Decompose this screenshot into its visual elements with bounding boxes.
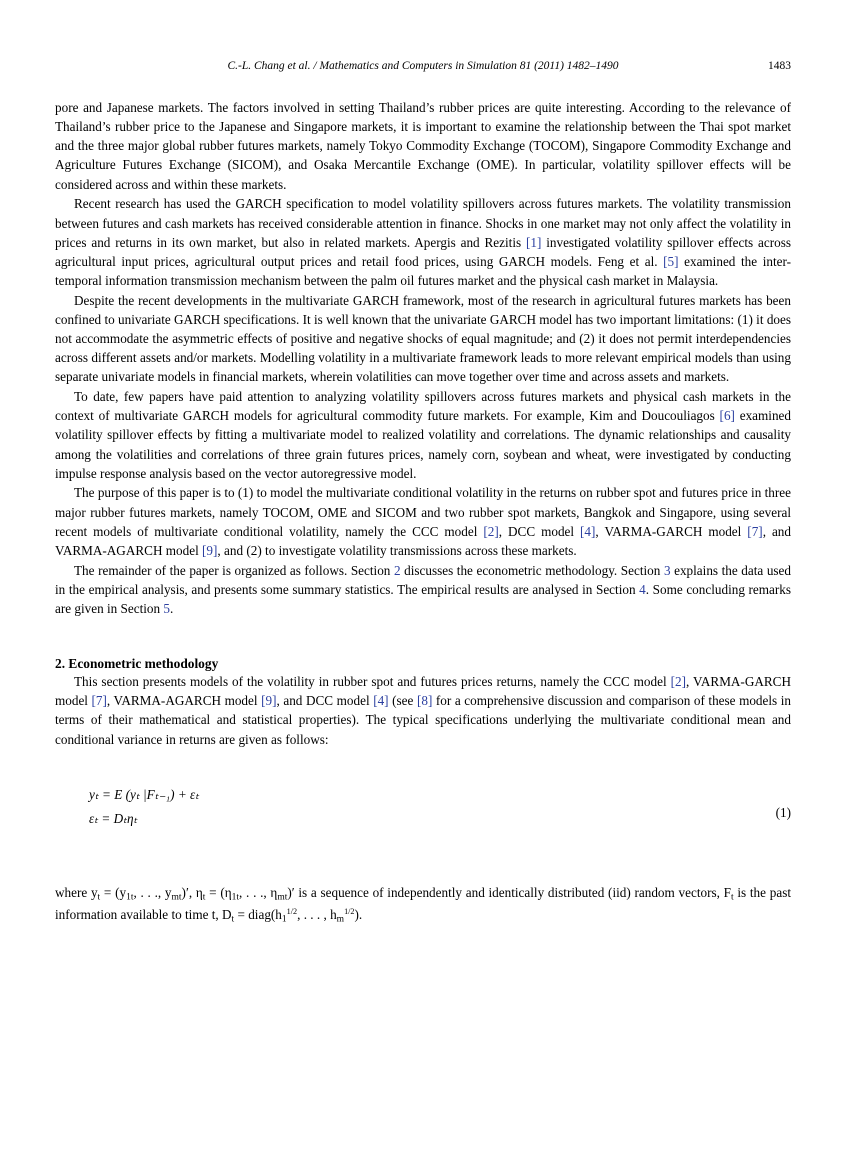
- citation-link-7[interactable]: [7]: [747, 523, 763, 539]
- where-text-g: )′ is a sequence of independently and identically distributed (iid) random vectors, F: [287, 884, 731, 900]
- paragraph-6: [55, 561, 791, 618]
- where-text-j: , . . . , h: [297, 907, 337, 923]
- section-link-2[interactable]: 2: [393, 562, 401, 578]
- equation-1-block: [55, 783, 791, 839]
- paragraph-6-text-e: .: [170, 600, 174, 616]
- where-text-a: where y: [55, 884, 98, 900]
- paragraph-5-text-d: , and VARMA-AGARCH model: [55, 523, 791, 558]
- section-2-text-c: , VARMA-AGARCH model: [106, 693, 262, 709]
- where-text-d: )′, η: [181, 884, 203, 900]
- equation-1-line-1: yₜ = E (yₜ |Fₜ₋₁) + εₜ: [89, 786, 200, 802]
- section-link-4[interactable]: 4: [639, 581, 646, 597]
- citation-link-2[interactable]: [2]: [483, 523, 499, 539]
- equation-where-clause: where $y_t = (y_{1t}$, . . ., $y_{mt})'$, $\eta_t = (\eta_{1t}$, . . ., $\eta_{mt})'$ is a sequence of independently and identically distributed (iid) random vectors, $F_t$ is the past information available to time t, $D_t$ = $diag(h_1^{1/2}$, . . . , $h_m^{1/2}$).: [55, 884, 791, 925]
- running-head-citation: C.-L. Chang et al. / Mathematics and Computers in Simulation 81 (2011) 1482–1490: [227, 60, 619, 72]
- paragraph-5-text-a: The purpose of this paper is to (1) to model the multivariate conditional volatility in the returns on rubber spot and futures price in three major rubber futures markets, namely TOCOM, OME and SICOM and two rubber spot markets, Bangkok and Singapore, using several recent models of multivariate conditional volatility, namely the CCC model: [55, 485, 791, 539]
- citation-link-9b[interactable]: [9]: [261, 693, 277, 709]
- citation-link-4[interactable]: [4]: [580, 523, 596, 539]
- paragraph-3: Despite the recent developments in the multivariate GARCH framework, most of the research in agricultural futures markets has been confined to univariate GARCH specifications. It is well known that the univariate GARCH model has two important limitations: (1) it does not accommodate the asymmetric effects of positive and negative shocks of equal magnitude; and (2) it does not permit interdependencies across different assets and/or markets. Modelling volatility in a multivariate framework leads to more relevant empirical models than using separate univariate models in financial markets, wherein volatilities can move together over time and across assets and markets.: [55, 292, 791, 385]
- section-2-text-d: , and DCC model: [276, 693, 374, 709]
- equation-1-line-2: εₜ = Dₜηₜ: [89, 811, 138, 827]
- paragraph-6-text-a: The remainder of the paper is organized as follows. Section: [74, 562, 394, 578]
- where-text-k: ).: [354, 907, 363, 923]
- citation-link-6[interactable]: [6]: [719, 408, 735, 424]
- paragraph-6-text-b: discusses the econometric methodology. Section: [400, 562, 664, 578]
- section-heading-2: 2. Econometric methodology: [55, 656, 219, 672]
- paragraph-6-text-c: explains the data used in the empirical analysis, and presents some summary statistics. The empirical results are analysed in Section: [55, 562, 791, 597]
- paragraph-5: [55, 483, 791, 560]
- section-2-text-b: , VARMA-GARCH model: [55, 674, 791, 709]
- running-head: [55, 60, 791, 72]
- citation-link-7b[interactable]: [7]: [91, 693, 107, 709]
- paragraph-4-text-b: examined volatility spillover effects by fitting a multivariate model to realized volatility and correlations. The dynamic relationships and causality among the volatilities and correlations of three grain futures prices, namely corn, soybean and wheat, were investigated by conducting impulse response analysis based on the vector autoregressive model.: [55, 408, 791, 481]
- equation-1-body: [89, 783, 791, 832]
- citation-link-8[interactable]: [8]: [416, 693, 433, 709]
- page-number: 1483: [768, 60, 791, 72]
- paragraph-5-text-c: , VARMA-GARCH model: [595, 523, 748, 539]
- citation-link-5[interactable]: [5]: [663, 253, 679, 269]
- where-text-f: , . . ., η: [239, 884, 278, 900]
- equation-1-number: (1): [775, 804, 791, 820]
- paragraph-2: [55, 194, 791, 290]
- paragraph-2-text-c: examined the inter-temporal information transmission mechanism between the palm oil futures market and the physical cash market in Malaysia.: [55, 253, 791, 288]
- section-link-3[interactable]: 3: [663, 562, 671, 578]
- paragraph-6-text-d: . Some concluding remarks are given in Section: [55, 581, 792, 616]
- page-content: [55, 60, 791, 927]
- section-2-text-a: This section presents models of the volatility in rubber spot and futures prices returns, namely the CCC model: [74, 674, 671, 690]
- where-text-i: = diag(h: [234, 907, 282, 923]
- citation-link-9[interactable]: [9]: [202, 542, 218, 558]
- citation-link-4b[interactable]: [4]: [373, 693, 389, 709]
- paragraph-5-text-e: , and (2) to investigate volatility transmissions across these markets.: [217, 542, 577, 558]
- where-text-h: is the past information available to time t, D: [55, 884, 791, 923]
- paragraph-1: pore and Japanese markets. The factors involved in setting Thailand’s rubber prices are quite interesting. According to the relevance of Thailand’s rubber price to the Japanese and Singapore markets, it is important to examine the relationship between the Thai spot market and the three major global rubber futures markets, namely Tokyo Commodity Exchange (TOCOM), Singapore Commodity Exchange and Agriculture Futures Exchange (SICOM), and Osaka Mercantile Exchange (OME). In particular, volatility spillover effects will be considered across and within these markets.: [55, 100, 791, 192]
- where-text-c: , . . ., y: [133, 884, 172, 900]
- section-2-paragraph-1: [55, 672, 791, 749]
- paragraph-2-text-a: Recent research has used the GARCH specification to model volatility spillovers across futures markets. The volatility transmission between futures and cash markets has received considerable attention in finance. Shocks in one market may not only affect the volatility in prices and returns in its own market, but also in related markets. Apergis and Rezitis: [55, 196, 791, 250]
- paragraph-4: [55, 387, 791, 483]
- paragraph-4-text-a: To date, few papers have paid attention to analyzing volatility spillovers across futures markets and physical cash markets in the context of multivariate GARCH models for agricultural commodity future markets. For example, Kim and Doucouliagos: [55, 389, 791, 424]
- citation-link-2b[interactable]: [2]: [670, 674, 686, 690]
- paragraph-5-text-b: , DCC model: [498, 523, 581, 539]
- section-link-5[interactable]: 5: [163, 600, 170, 616]
- section-2-text-f: for a comprehensive discussion and comparison of these models in terms of their mathematical and statistical properties). The typical specifications underlying the multivariate conditional mean and conditional variance in returns are given as follows:: [55, 693, 792, 747]
- paragraph-2-text-b: investigated volatility spillover effects across agricultural input prices, agricultural output prices and retail food prices, using GARCH models. Feng et al.: [55, 234, 791, 269]
- where-text-e: = (η: [205, 884, 232, 900]
- section-2-text-e: (see: [388, 693, 417, 709]
- where-text-b: = (y: [100, 884, 127, 900]
- citation-link-1[interactable]: [1]: [525, 234, 542, 250]
